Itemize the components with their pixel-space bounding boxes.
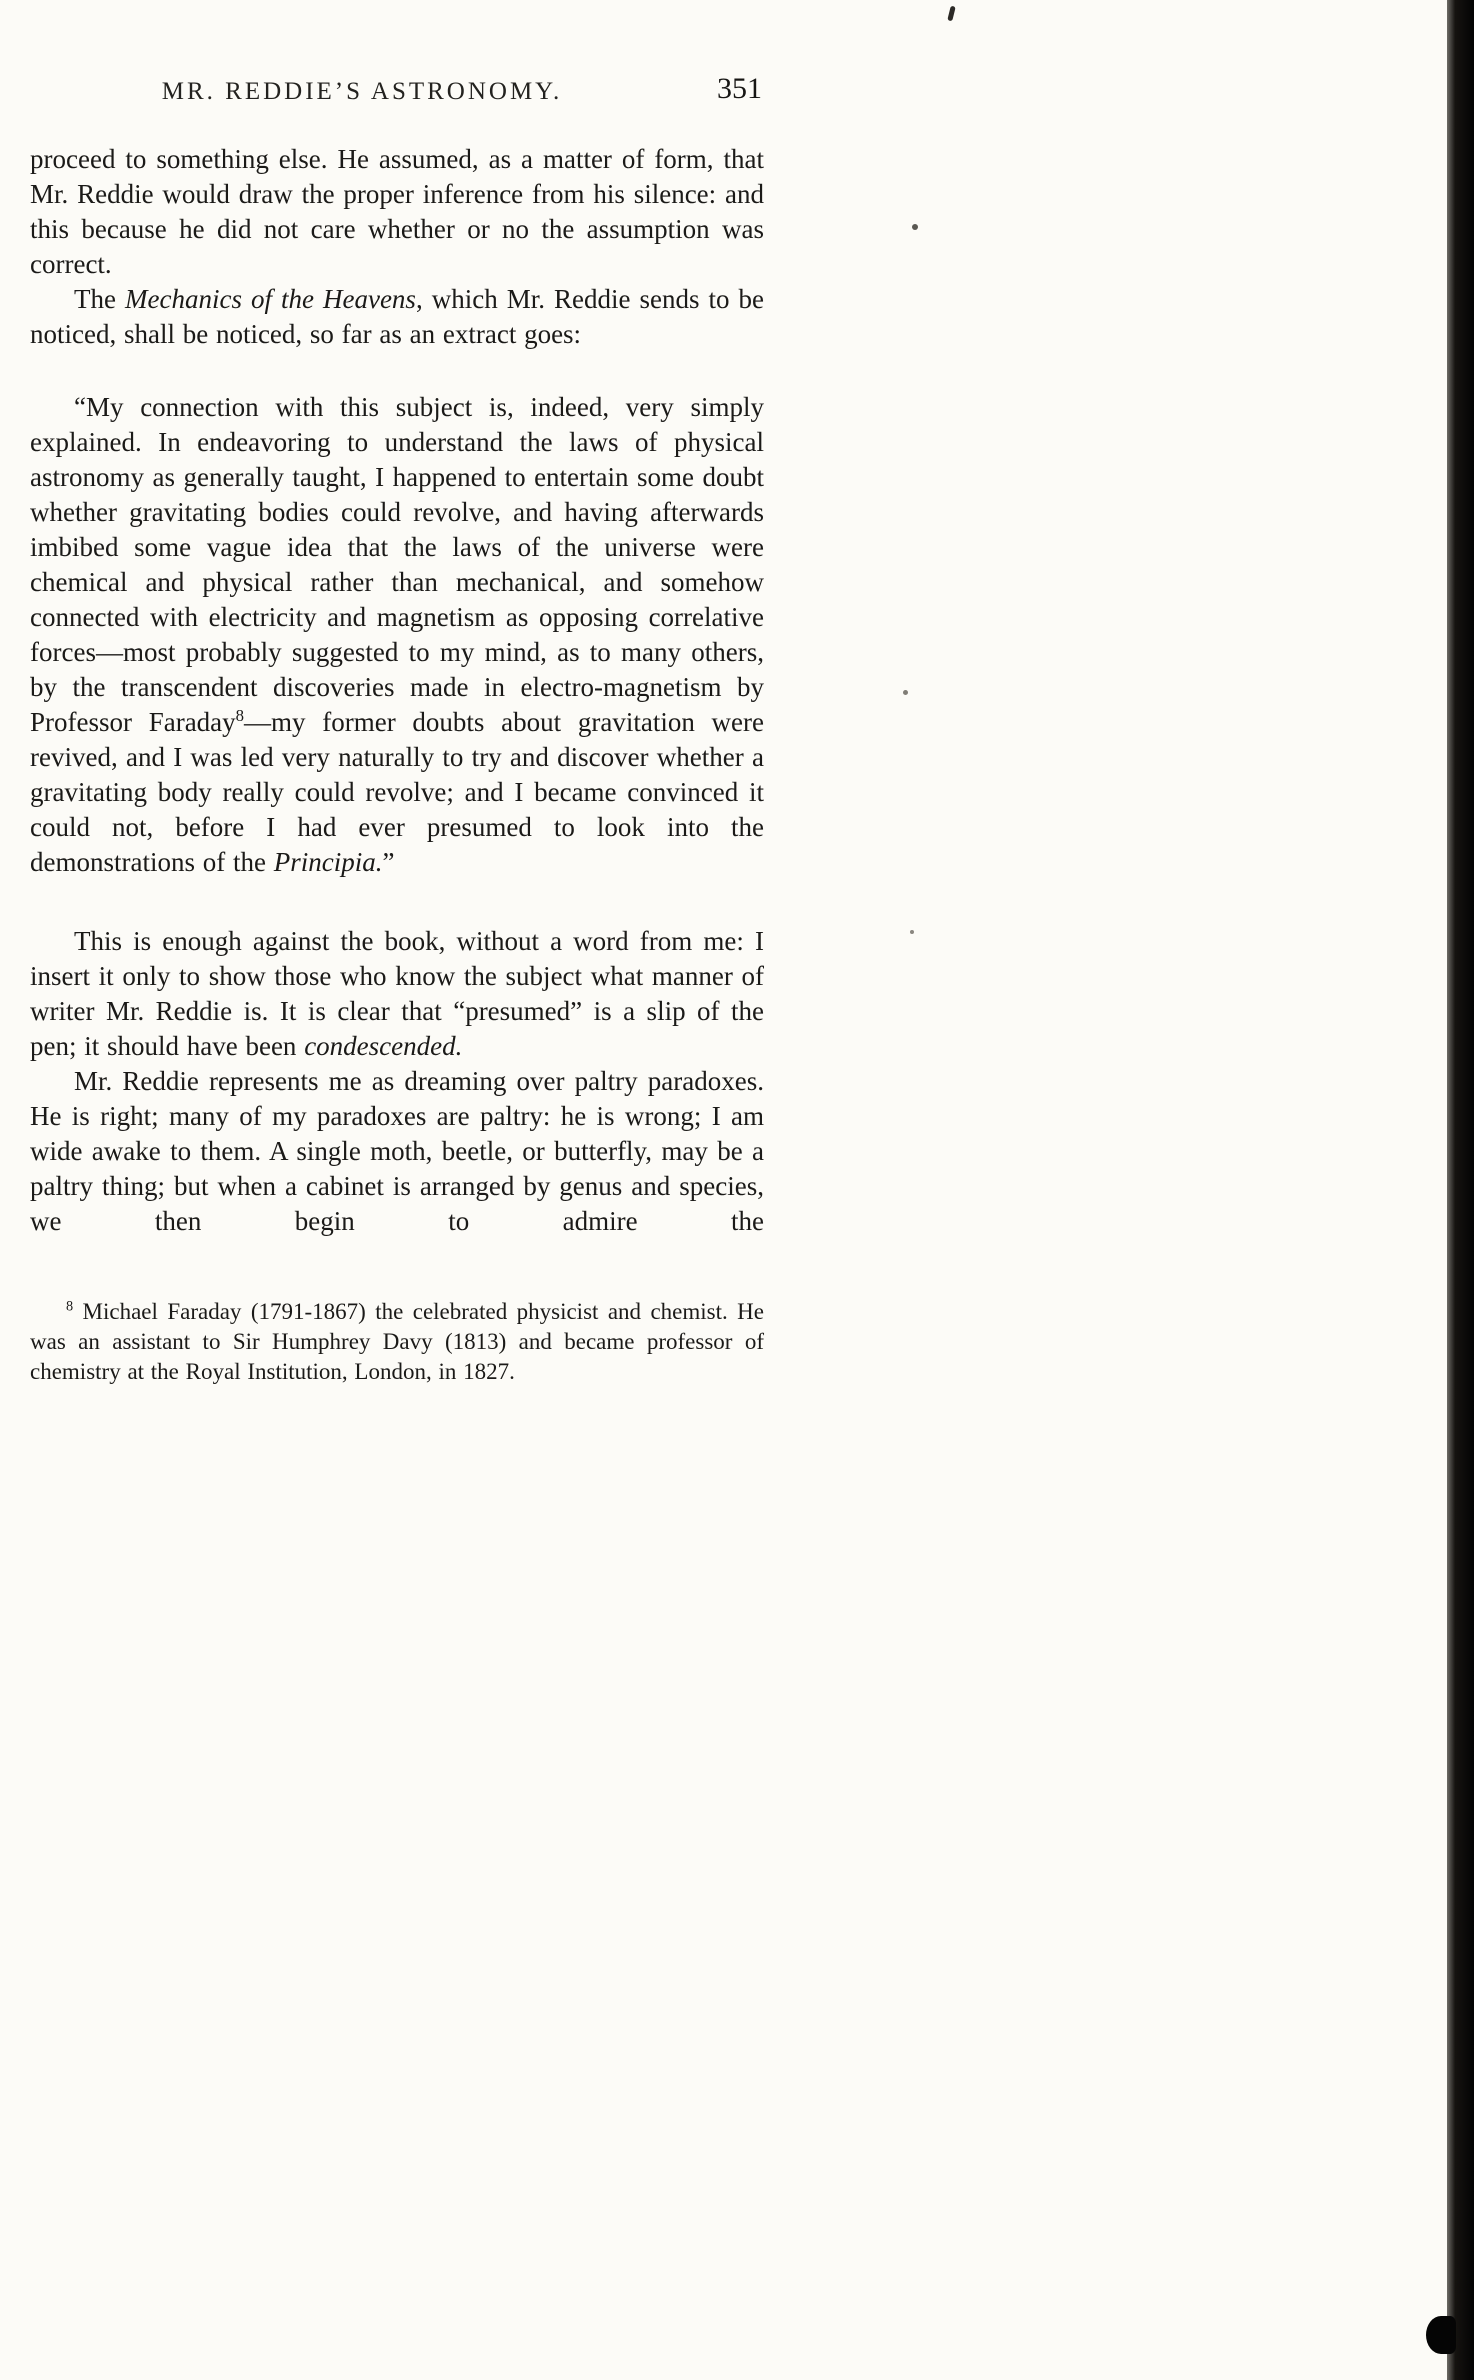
scan-artifact-tick xyxy=(947,6,955,22)
page-number: 351 xyxy=(717,72,762,105)
footnote-text xyxy=(30,1297,764,1387)
text-segment: —my former doubts about gravitation were revived, and I was led very naturally to try and discover whether a gravitating body really could revolve; and I became convinced it could not, before I had ever presumed to look into the demonstrations of the xyxy=(30,707,764,877)
scan-artifact-speck xyxy=(903,690,908,695)
header-title: MR. REDDIE’S ASTRONOMY. xyxy=(161,78,563,105)
scan-edge-strip xyxy=(1447,0,1474,2380)
block-quote xyxy=(30,390,764,880)
italic-text: Principia. xyxy=(273,847,383,877)
text-segment: “My connection with this subject is, indeed, very simply explained. In endeavoring to understand the laws of physical astronomy as generally taught, I happened to entertain some doubt whether gravitating bodies could revolve, and having afterwards imbibed some vague idea that the laws of the universe were chemical and physical rather than mechanical, and somehow connected with electricity and magnetism as opposing correlative forces—most probably suggested to my mind, as to many others, by the transcendent discoveries made in electro-magnetism by Professor Faraday xyxy=(30,392,764,737)
footnote-reference: 8 xyxy=(66,1298,74,1315)
text-segment: This is enough against the book, without a word from me: I insert it only to show those who know the subject what manner of writer Mr. Reddie is. It is clear that “presumed” is a slip of the pen; it should have been xyxy=(30,926,764,1061)
scan-artifact-speck xyxy=(910,930,914,934)
paragraph-commentary xyxy=(30,924,764,1064)
text-segment: , which Mr. Reddie sends to be noticed, shall be noticed, so far as an extract goes: xyxy=(30,284,764,349)
running-header xyxy=(30,74,764,114)
footnote xyxy=(30,1297,764,1387)
footnote-reference: 8 xyxy=(235,706,245,725)
paragraph-paradoxes xyxy=(30,1064,764,1239)
scan-artifact-blob xyxy=(1426,2316,1456,2354)
text-column xyxy=(30,74,764,1387)
text-segment: Michael Faraday (1791-1867) the celebrated physicist and chemist. He was an assistant to Sir Humphrey Davy (1813) and became professor of chemistry at the Royal Institution, London, in 1827. xyxy=(30,1299,764,1384)
paragraph-continuation xyxy=(30,142,764,282)
text-segment: proceed to something else. He assumed, as a matter of form, that Mr. Reddie would draw the proper inference from his silence: and this because he did not care whether or no the assumption was correct. xyxy=(30,144,764,279)
scan-artifact-speck xyxy=(912,224,918,230)
italic-text: condescended. xyxy=(304,1031,463,1061)
italic-text: Mechanics of the Heavens xyxy=(125,284,416,314)
text-segment: The xyxy=(74,284,125,314)
text-segment: Mr. Reddie represents me as dreaming over paltry paradoxes. He is right; many of my paradoxes are paltry: he is wrong; I am wide awake to them. A single moth, beetle, or butterfly, may be a paltry thing; but when a cabinet is arranged by genus and species, we then begin to admire the xyxy=(30,1066,764,1236)
text-segment: ” xyxy=(382,847,395,877)
page-body xyxy=(30,142,764,1239)
paragraph-mechanics xyxy=(30,282,764,352)
